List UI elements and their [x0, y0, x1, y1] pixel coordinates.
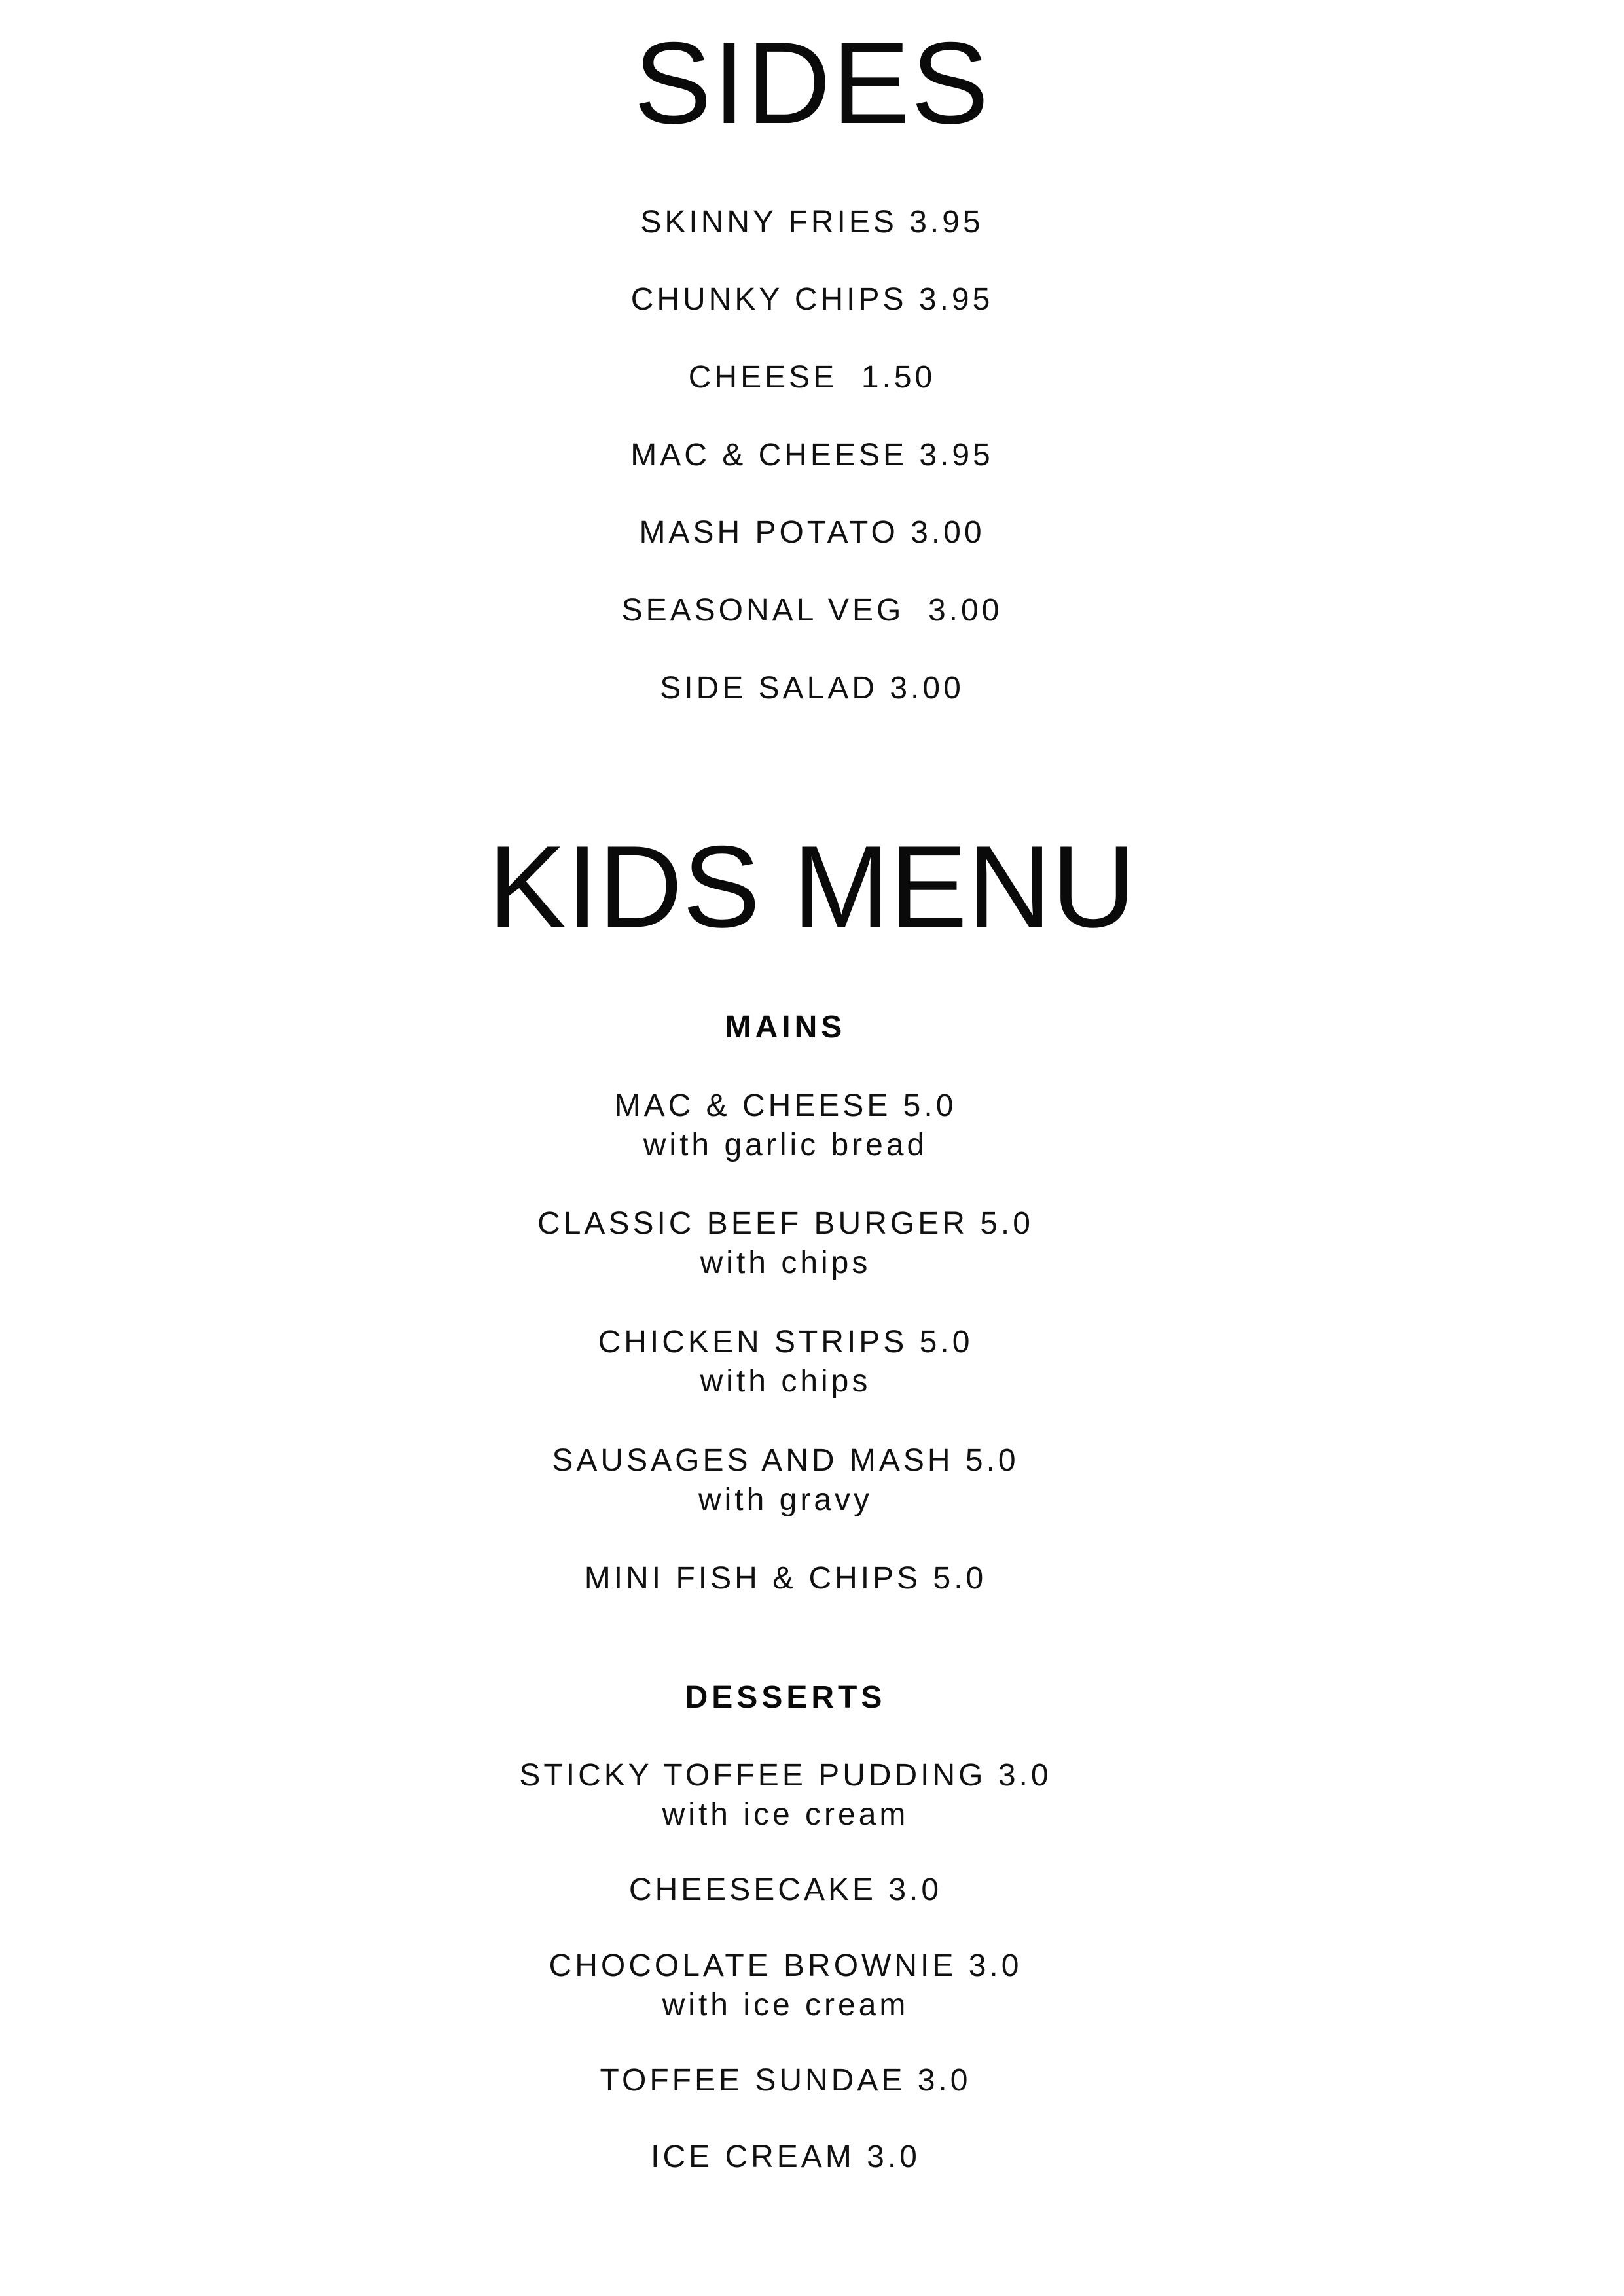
desserts-item-name: TOFFEE SUNDAE 3.0: [600, 2063, 971, 2098]
mains-item-desc: with chips: [700, 1364, 871, 1399]
desserts-item: [0, 2061, 1571, 2100]
desserts-item: [0, 2138, 1571, 2177]
desserts-item: [0, 1756, 1571, 1835]
desserts-item-name: CHOCOLATE BROWNIE 3.0: [549, 1948, 1022, 1983]
desserts-item-name: ICE CREAM 3.0: [651, 2140, 920, 2174]
mains-item-desc: with garlic bread: [643, 1128, 928, 1162]
sides-item: CHUNKY CHIPS 3.95: [630, 282, 994, 317]
mains-item: [0, 1086, 1571, 1165]
mains-item-name: SAUSAGES AND MASH 5.0: [552, 1443, 1019, 1478]
desserts-item-desc: with ice cream: [662, 1988, 909, 2022]
desserts-item-name: CHEESECAKE 3.0: [628, 1873, 943, 1907]
desserts-item-desc: with ice cream: [662, 1797, 909, 1832]
desserts-item: [0, 1946, 1571, 2025]
mains-item-name: MINI FISH & CHIPS 5.0: [584, 1561, 987, 1596]
mains-item: [0, 1559, 1571, 1598]
sides-item: SKINNY FRIES 3.95: [640, 205, 984, 240]
mains-heading: MAINS: [725, 1010, 846, 1045]
sides-title: SIDES: [634, 18, 990, 148]
desserts-heading: DESSERTS: [685, 1680, 886, 1715]
mains-item-name: CHICKEN STRIPS 5.0: [598, 1325, 973, 1359]
mains-item-name: CLASSIC BEEF BURGER 5.0: [537, 1206, 1034, 1241]
mains-item: [0, 1441, 1571, 1520]
sides-item: SIDE SALAD 3.00: [660, 671, 964, 706]
kids-menu-title: KIDS MENU: [488, 821, 1136, 952]
mains-item: [0, 1204, 1571, 1283]
mains-item-desc: with gravy: [698, 1482, 873, 1517]
desserts-item: [0, 1871, 1571, 1910]
sides-item: MAC & CHEESE 3.95: [630, 438, 994, 473]
mains-item-desc: with chips: [700, 1246, 871, 1280]
sides-item: MASH POTATO 3.00: [639, 515, 985, 550]
sides-item: CHEESE 1.50: [688, 360, 936, 395]
sides-item: SEASONAL VEG 3.00: [621, 593, 1003, 628]
mains-item-name: MAC & CHEESE 5.0: [614, 1088, 957, 1123]
desserts-item-name: STICKY TOFFEE PUDDING 3.0: [519, 1758, 1052, 1793]
mains-item: [0, 1323, 1571, 1401]
